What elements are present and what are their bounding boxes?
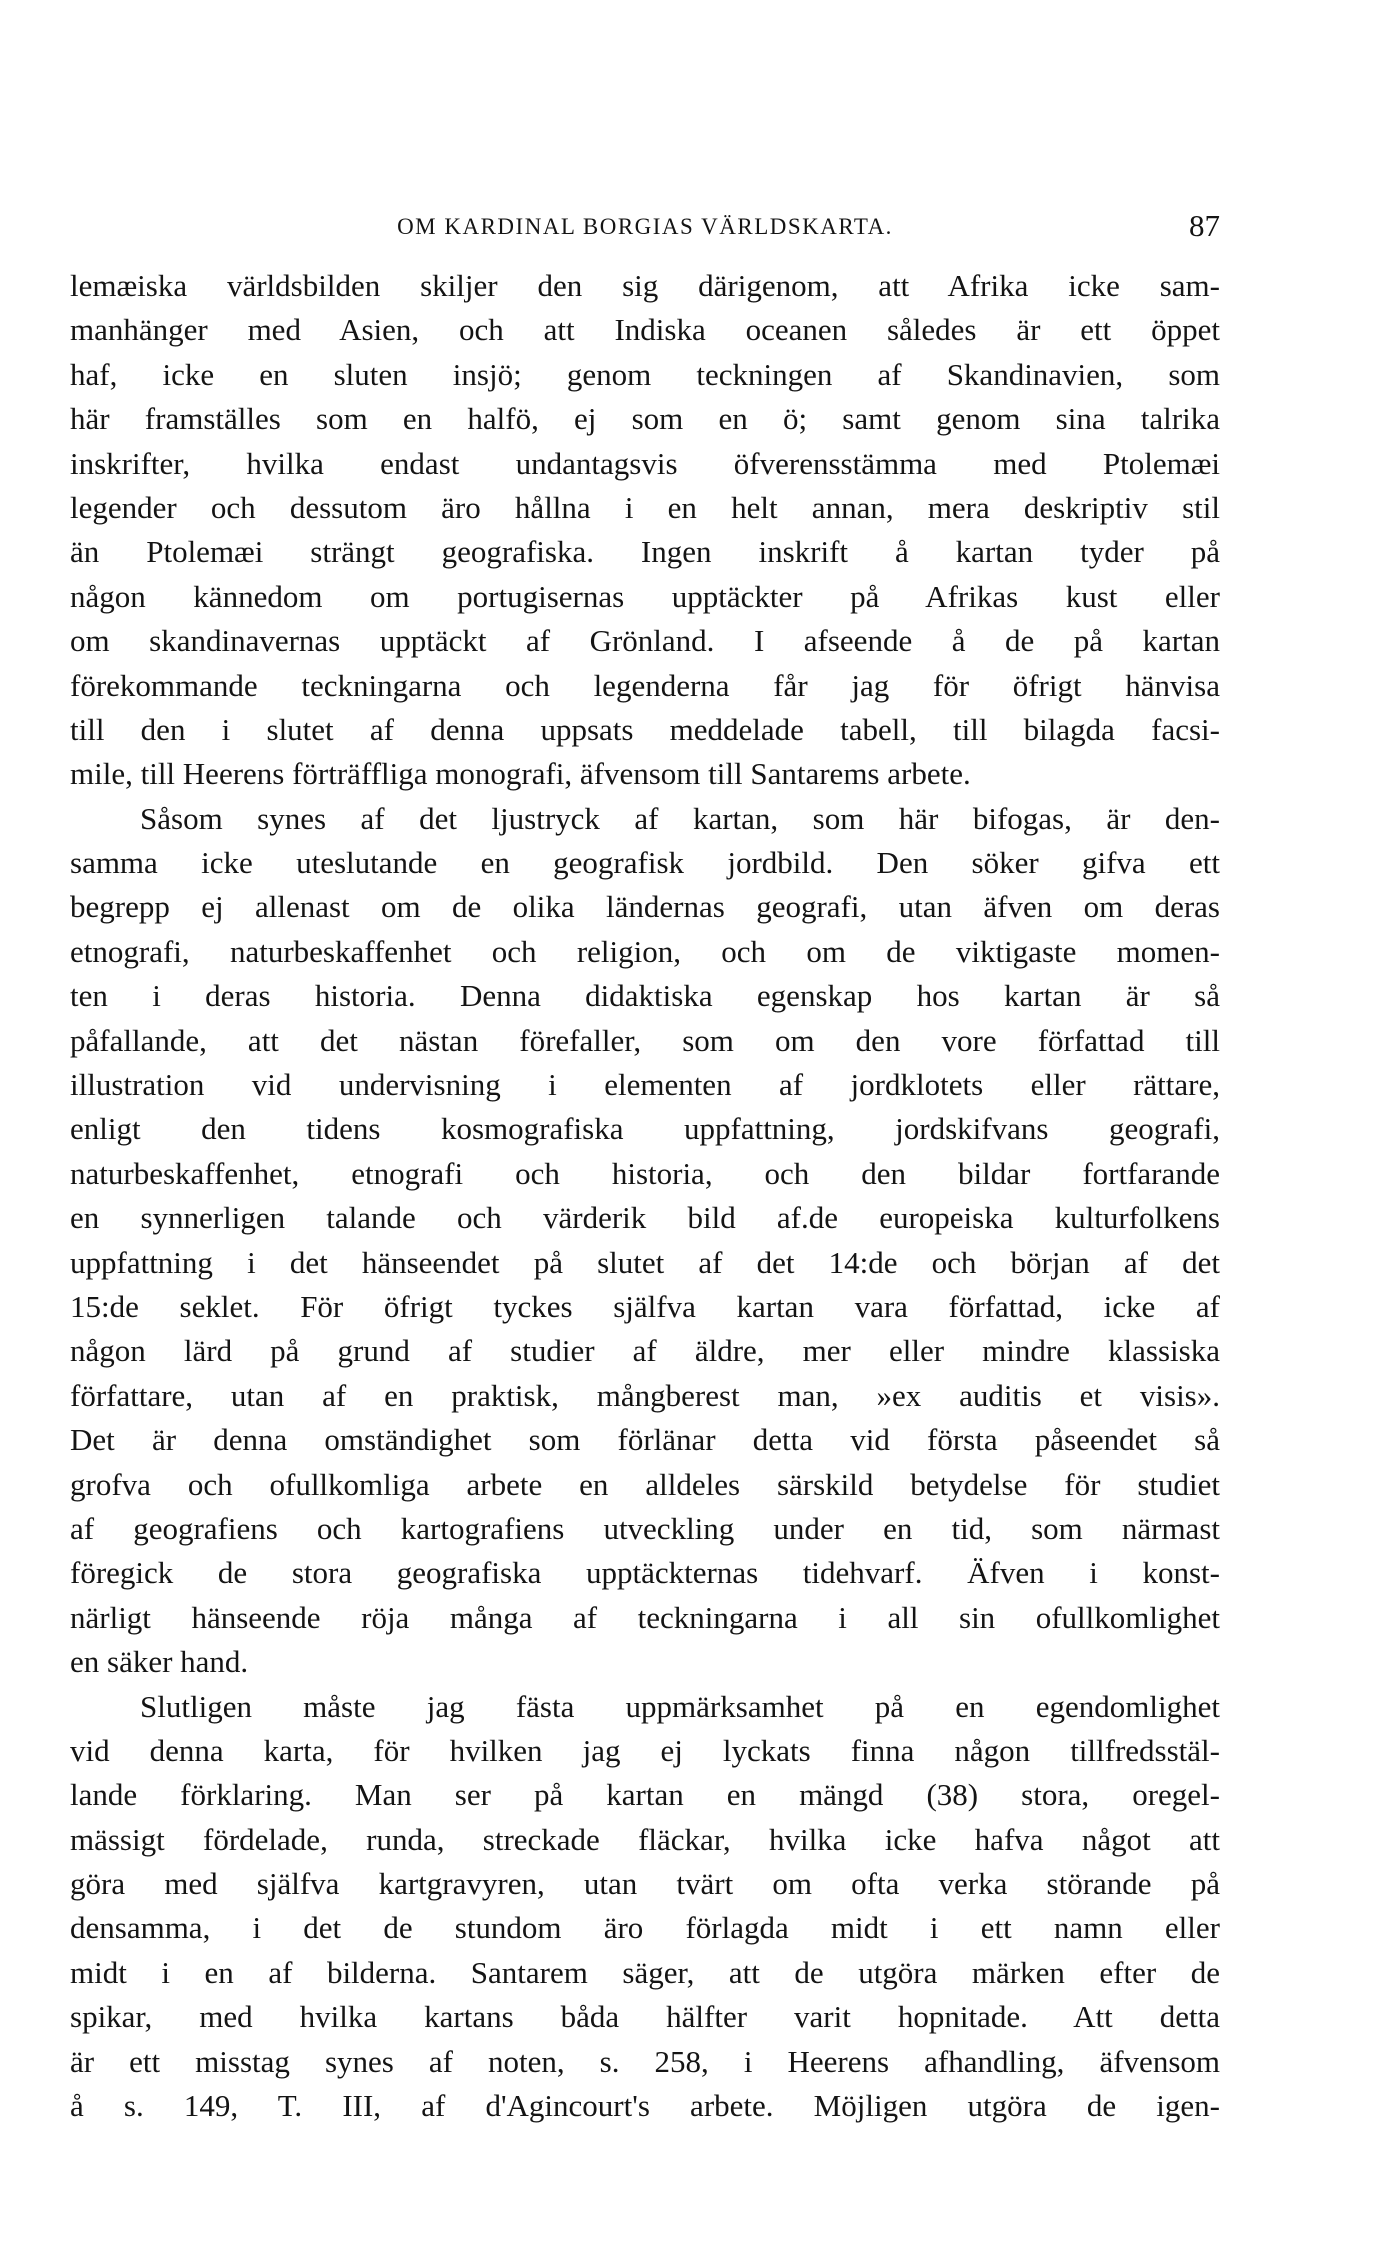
text-line: manhänger med Asien, och att Indiska oceanen således är ett öppet: [70, 312, 1220, 348]
text-line: till den i slutet af denna uppsats meddelade tabell, till bilagda facsi-: [70, 711, 1220, 747]
text-line: Det är denna omständighet som förlänar detta vid första påseendet så: [70, 1422, 1220, 1458]
text-line: enligt den tidens kosmografiska uppfattning, jordskifvans geografi,: [70, 1111, 1220, 1147]
text-line: författare, utan af en praktisk, mångberest man, »ex auditis et visis».: [70, 1377, 1220, 1413]
text-line: en synnerligen talande och värderik bild af.de europeiska kulturfolkens: [70, 1200, 1220, 1236]
text-line: å s. 149, T. III, af d'Agincourt's arbete. Möjligen utgöra de igen-: [70, 2088, 1220, 2124]
text-line: lemæiska världsbilden skiljer den sig därigenom, att Afrika icke sam-: [70, 268, 1220, 303]
text-line: legender och dessutom äro hållna i en helt annan, mera deskriptiv stil: [70, 489, 1220, 525]
text-line: närligt hänseende röja många af teckningarna i all sin ofullkomlighet: [70, 1599, 1220, 1635]
text-line: är ett misstag synes af noten, s. 258, i Heerens afhandling, äfvensom: [70, 2043, 1220, 2079]
text-line: Såsom synes af det ljustryck af kartan, som här bifogas, är den-: [140, 800, 1220, 836]
page-number: 87: [1189, 208, 1220, 243]
page-header: [70, 206, 1220, 246]
text-line: ten i deras historia. Denna didaktiska egenskap hos kartan är så: [70, 978, 1220, 1014]
text-line: midt i en af bilderna. Santarem säger, att de utgöra märken efter de: [70, 1954, 1220, 1990]
text-line: densamma, i det de stundom äro förlagda midt i ett namn eller: [70, 1910, 1220, 1946]
text-line: föregick de stora geografiska upptäckternas tidehvarf. Äfven i konst-: [70, 1555, 1220, 1591]
text-line: påfallande, att det nästan förefaller, som om den vore författad till: [70, 1022, 1220, 1058]
text-line: förekommande teckningarna och legenderna får jag för öfrigt hänvisa: [70, 667, 1220, 703]
text-line: 15:de seklet. För öfrigt tyckes själfva kartan vara författad, icke af: [70, 1288, 1220, 1324]
text-line: en säker hand.: [70, 1644, 249, 1680]
text-line: af geografiens och kartografiens utveckling under en tid, som närmast: [70, 1510, 1220, 1546]
text-line: etnografi, naturbeskaffenhet och religion, och om de viktigaste momen-: [70, 933, 1220, 969]
text-line: illustration vid undervisning i elementen af jordklotets eller rättare,: [70, 1067, 1220, 1103]
text-line: någon kännedom om portugisernas upptäckter på Afrikas kust eller: [70, 578, 1220, 614]
text-line: uppfattning i det hänseendet på slutet af det 14:de och början af det: [70, 1244, 1220, 1280]
text-line: mile, till Heerens förträffliga monografi, äfvensom till Santarems arbete.: [70, 756, 971, 792]
text-line: samma icke uteslutande en geografisk jordbild. Den söker gifva ett: [70, 845, 1220, 881]
text-line: om skandinavernas upptäckt af Grönland. I afseende å de på kartan: [70, 623, 1220, 659]
running-title: OM KARDINAL BORGIAS VÄRLDSKARTA.: [397, 214, 893, 239]
text-line: vid denna karta, för hvilken jag ej lyckats finna någon tillfredsstäl-: [70, 1732, 1220, 1768]
text-line: mässigt fördelade, runda, streckade fläckar, hvilka icke hafva något att: [70, 1821, 1220, 1857]
text-line: Slutligen måste jag fästa uppmärksamhet på en egendomlighet: [140, 1688, 1220, 1724]
text-line: begrepp ej allenast om de olika ländernas geografi, utan äfven om deras: [70, 889, 1220, 925]
text-line: lande förklaring. Man ser på kartan en mängd (38) stora, oregel-: [70, 1777, 1220, 1813]
text-line: här framställes som en halfö, ej som en ö; samt genom sina talrika: [70, 401, 1220, 437]
body-text: [70, 264, 1220, 2128]
text-line: göra med själfva kartgravyren, utan tvärt om ofta verka störande på: [70, 1866, 1220, 1902]
text-line: spikar, med hvilka kartans båda hälfter varit hopnitade. Att detta: [70, 1999, 1220, 2035]
text-line: naturbeskaffenhet, etnografi och historia, och den bildar fortfarande: [70, 1155, 1220, 1191]
text-line: haf, icke en sluten insjö; genom teckningen af Skandinavien, som: [70, 356, 1220, 392]
text-line: grofva och ofullkomliga arbete en alldeles särskild betydelse för studiet: [70, 1466, 1220, 1502]
text-line: någon lärd på grund af studier af äldre, mer eller mindre klassiska: [70, 1333, 1220, 1369]
text-line: än Ptolemæi strängt geografiska. Ingen inskrift å kartan tyder på: [70, 534, 1220, 570]
text-line: inskrifter, hvilka endast undantagsvis öfverensstämma med Ptolemæi: [70, 445, 1220, 481]
